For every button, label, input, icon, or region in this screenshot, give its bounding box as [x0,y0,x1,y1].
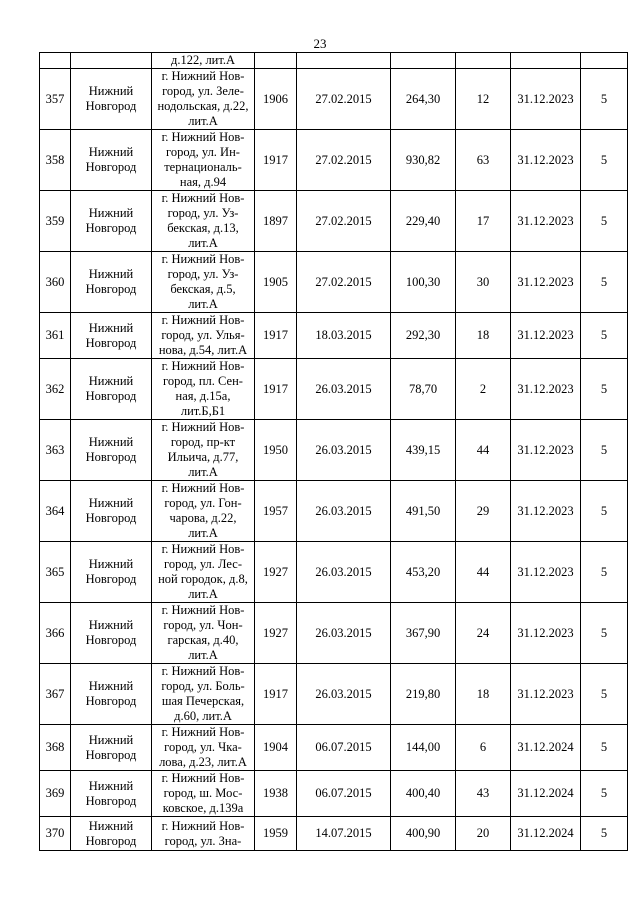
city-cell: Нижний Новгород [71,130,152,191]
address-line: лова, д.23, лит.А [159,755,247,769]
priority-cell: 5 [581,359,628,420]
priority-cell: 5 [581,664,628,725]
priority-cell: 5 [581,603,628,664]
address-line: лит.Б,Б1 [180,404,226,418]
table-row [40,313,628,359]
year-cell: 1927 [255,603,297,664]
city-cell: Нижний Новгород [71,252,152,313]
row-number: 366 [40,603,71,664]
address-line: г. Нижний Нов- [161,313,245,327]
priority-cell: 5 [581,252,628,313]
address-line: город, ул. Гон- [164,496,242,510]
count-cell: 44 [456,420,511,481]
count-cell: 17 [456,191,511,252]
date-cell: 06.07.2015 [297,725,391,771]
address-line: чарова, д.22, [169,511,237,525]
address-cell [152,481,255,542]
year-cell: 1917 [255,313,297,359]
date-cell: 26.03.2015 [297,664,391,725]
count-cell: 43 [456,771,511,817]
date-cell: 26.03.2015 [297,481,391,542]
year-cell: 1897 [255,191,297,252]
priority-cell: 5 [581,130,628,191]
address-cell [152,130,255,191]
table-row [40,481,628,542]
address-cell [152,664,255,725]
address-line: город, пл. Сен- [163,374,243,388]
city-cell: Нижний Новгород [71,725,152,771]
priority-cell: 5 [581,420,628,481]
city-cell: Нижний Новгород [71,664,152,725]
address-line: г. Нижний Нов- [161,420,245,434]
address-line: г. Нижний Нов- [161,818,245,833]
address-line: город, ул. Ин- [166,145,240,159]
row-number: 369 [40,771,71,817]
city-cell: Нижний Новгород [71,817,152,851]
address-line: город, ул. Улья- [161,328,245,342]
address-line: д.60, лит.А [174,709,232,723]
area-cell: 292,30 [391,313,456,359]
address-line: лит.А [188,236,218,250]
year-cell: 1917 [255,130,297,191]
deadline-cell: 31.12.2023 [511,69,581,130]
city-cell: Нижний Новгород [71,191,152,252]
city-cell: Нижний Новгород [71,359,152,420]
year-cell: 1938 [255,771,297,817]
date-cell: 14.07.2015 [297,817,391,851]
address-line: бекская, д.5, [170,282,236,296]
priority-cell: 5 [581,542,628,603]
address-line: город, ш. Мос- [163,786,243,800]
date-cell: 26.03.2015 [297,420,391,481]
count-cell: 24 [456,603,511,664]
address-line: гарская, д.40, [167,633,239,647]
address-line: город, ул. Лес- [164,557,242,571]
area-cell: 100,30 [391,252,456,313]
address-cell [152,191,255,252]
address-line: г. Нижний Нов- [161,725,245,739]
row-number: 368 [40,725,71,771]
continuation-row [40,53,628,69]
deadline-cell: 31.12.2023 [511,252,581,313]
address-line: г. Нижний Нов- [161,252,245,266]
address-cell [152,359,255,420]
table-row [40,542,628,603]
year-cell: 1917 [255,664,297,725]
table-row [40,603,628,664]
table-row [40,359,628,420]
count-cell: 12 [456,69,511,130]
address-line: ная, д.15а, [175,389,231,403]
city-cell: Нижний Новгород [71,771,152,817]
date-cell: 27.02.2015 [297,69,391,130]
count-cell: 6 [456,725,511,771]
table-row [40,252,628,313]
deadline-cell: 31.12.2023 [511,664,581,725]
address-cell [152,252,255,313]
date-cell: 27.02.2015 [297,130,391,191]
page-number: 23 [313,36,327,51]
area-cell: 400,40 [391,771,456,817]
address-line: лит.А [188,587,218,601]
table-row [40,420,628,481]
address-line: ной городок, д.8, [158,572,248,586]
date-cell: 06.07.2015 [297,771,391,817]
table-row [40,771,628,817]
deadline-cell: 31.12.2023 [511,603,581,664]
address-line: город, ул. Чон- [163,618,243,632]
deadline-cell: 31.12.2023 [511,313,581,359]
priority-cell: 5 [581,191,628,252]
priority-cell: 5 [581,725,628,771]
address-line: г. Нижний Нов- [161,664,245,678]
table-row [40,664,628,725]
count-cell: 30 [456,252,511,313]
address-line: город, ул. Зна- [164,833,242,848]
address-line: лит.А [188,526,218,540]
address-line: лит.А [188,114,218,128]
address-line: г. Нижний Нов- [161,603,245,617]
address-line: город, ул. Уз- [167,267,239,281]
year-cell: 1957 [255,481,297,542]
area-cell: 78,70 [391,359,456,420]
address-cell [152,542,255,603]
address-line: бекская, д.13, [167,221,239,235]
year-cell: 1917 [255,359,297,420]
city-cell: Нижний Новгород [71,542,152,603]
deadline-cell: 31.12.2023 [511,420,581,481]
area-cell: 264,30 [391,69,456,130]
table-body [40,53,628,851]
area-cell: 144,00 [391,725,456,771]
area-cell: 491,50 [391,481,456,542]
table-row [40,725,628,771]
address-line: г. Нижний Нов- [161,191,245,205]
address-line: нова, д.54, лит.А [158,343,248,357]
priority-cell: 5 [581,481,628,542]
year-cell: 1905 [255,252,297,313]
address-line: город, ул. Чка- [164,740,242,754]
address-line: нодольская, д.22, [157,99,249,113]
deadline-cell: 31.12.2023 [511,130,581,191]
address-line: г. Нижний Нов- [161,130,245,144]
date-cell: 27.02.2015 [297,191,391,252]
address-line: тернациональ- [164,160,242,174]
count-cell: 18 [456,313,511,359]
address-cell [152,420,255,481]
year-cell: 1959 [255,817,297,851]
address-line: шая Печерская, [161,694,245,708]
address-line: город, ул. Зеле- [162,84,244,98]
deadline-cell: 31.12.2023 [511,542,581,603]
area-cell: 453,20 [391,542,456,603]
priority-cell: 5 [581,69,628,130]
deadline-cell: 31.12.2024 [511,817,581,851]
address-line: ковское, д.139а [162,801,244,815]
area-cell: 367,90 [391,603,456,664]
address-cell [152,771,255,817]
address-line: лит.А [188,648,218,662]
city-cell: Нижний Новгород [71,313,152,359]
count-cell: 63 [456,130,511,191]
date-cell: 18.03.2015 [297,313,391,359]
table-row [40,817,628,851]
area-cell: 930,82 [391,130,456,191]
address-cell [152,313,255,359]
priority-cell: 5 [581,313,628,359]
address-cell [152,603,255,664]
count-cell: 2 [456,359,511,420]
row-number: 362 [40,359,71,420]
deadline-cell: 31.12.2024 [511,771,581,817]
city-cell: Нижний Новгород [71,481,152,542]
area-cell: 219,80 [391,664,456,725]
area-cell: 400,90 [391,817,456,851]
priority-cell: 5 [581,771,628,817]
deadline-cell: 31.12.2023 [511,191,581,252]
address-line: г. Нижний Нов- [161,481,245,495]
count-cell: 44 [456,542,511,603]
address-line: г. Нижний Нов- [161,69,245,83]
deadline-cell: 31.12.2023 [511,481,581,542]
table-row [40,130,628,191]
address-line: Ильича, д.77, [167,450,239,464]
row-number: 363 [40,420,71,481]
city-cell: Нижний Новгород [71,420,152,481]
row-number: 359 [40,191,71,252]
year-cell: 1906 [255,69,297,130]
housing-registry-table [39,52,628,851]
address-line: лит.А [188,297,218,311]
address-line: г. Нижний Нов- [161,542,245,556]
row-number: 360 [40,252,71,313]
continuation-address: д.122, лит.А [152,53,255,69]
table-row [40,69,628,130]
row-number: 364 [40,481,71,542]
priority-cell: 5 [581,817,628,851]
address-line: г. Нижний Нов- [161,771,245,785]
date-cell: 27.02.2015 [297,252,391,313]
date-cell: 26.03.2015 [297,359,391,420]
row-number: 367 [40,664,71,725]
date-cell: 26.03.2015 [297,542,391,603]
row-number: 358 [40,130,71,191]
table-row [40,191,628,252]
address-line: город, ул. Уз- [167,206,239,220]
address-line: г. Нижний Нов- [161,359,245,373]
address-line: лит.А [188,465,218,479]
date-cell: 26.03.2015 [297,603,391,664]
address-cell [152,69,255,130]
area-cell: 229,40 [391,191,456,252]
city-cell: Нижний Новгород [71,603,152,664]
address-cell [152,725,255,771]
count-cell: 20 [456,817,511,851]
deadline-cell: 31.12.2024 [511,725,581,771]
address-line: город, пр-кт [170,435,236,449]
deadline-cell: 31.12.2023 [511,359,581,420]
year-cell: 1950 [255,420,297,481]
year-cell: 1904 [255,725,297,771]
row-number: 370 [40,817,71,851]
area-cell: 439,15 [391,420,456,481]
count-cell: 18 [456,664,511,725]
address-line: город, ул. Боль- [161,679,245,693]
address-line: ная, д.94 [179,175,227,189]
year-cell: 1927 [255,542,297,603]
row-number: 357 [40,69,71,130]
count-cell: 29 [456,481,511,542]
row-number: 365 [40,542,71,603]
address-cell [152,817,255,851]
row-number: 361 [40,313,71,359]
city-cell: Нижний Новгород [71,69,152,130]
